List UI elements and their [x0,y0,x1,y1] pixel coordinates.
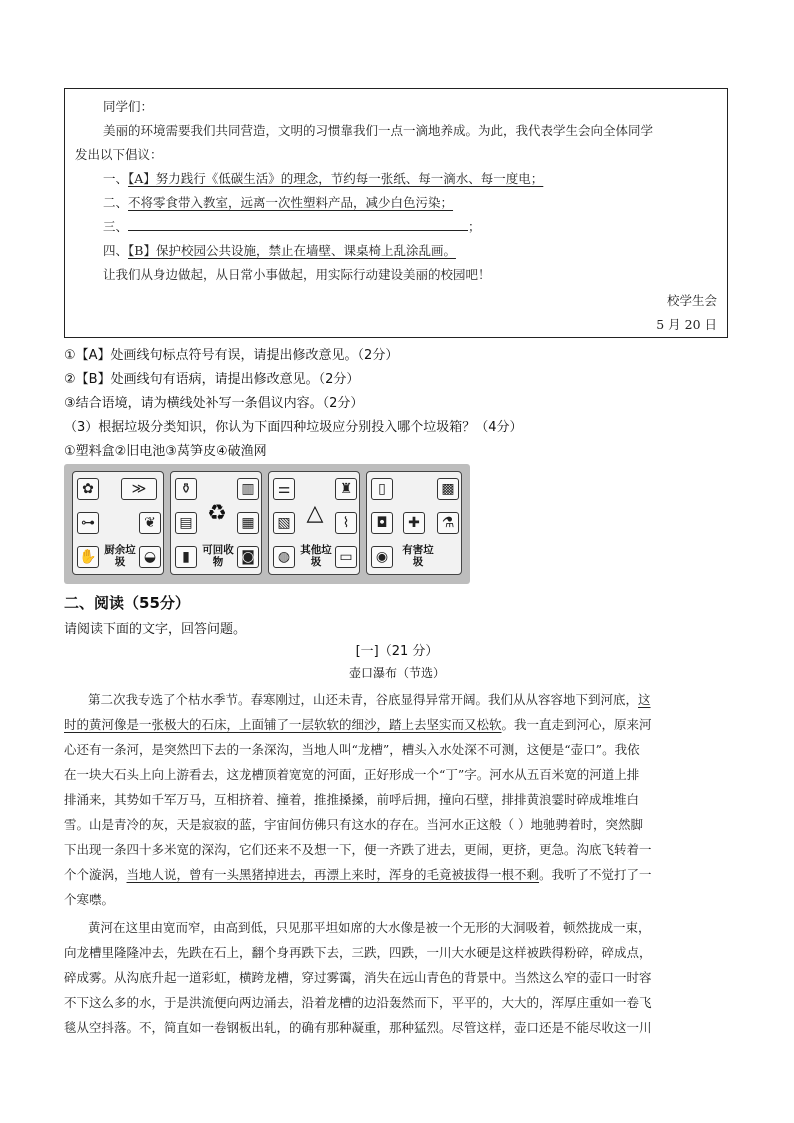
paint-bucket-icon: ◘ [371,512,393,534]
bin-recyclable-label: 可回收物 [202,544,234,568]
para1-line3: 心还有一条河，是突然凹下去的一条深沟，当地人叫“龙槽”，槽头入水处深不可测，这便是“壶口”。我依 [64,742,640,757]
para2-line5: 毯从空抖落。不，简直如一卷钢板出轧，的确有那种凝重，那种猛烈。尽管这样，壶口还是不能尽收这一川 [64,1020,652,1035]
cigarette-icon: ⚌ [273,478,295,500]
glass-icon: ◙ [237,546,259,568]
bin-recyclable [170,471,262,575]
para1-line8-underlined: 当地人说，曾有一头黑猪掉进去，再漂上来时，浑身的毛竟被拔得一根不剩 [126,867,540,882]
section-heading: 二、阅读（55分） [64,594,190,612]
tissue-icon: ▭ [335,546,357,568]
notice-item-3-end: ； [468,219,481,234]
lamp-icon: ◉ [371,546,393,568]
triangle-symbol-icon: △ [306,501,324,526]
notice-item-1-text: 【A】努力践行《低碳生活》的理念，节约每一张纸、每一滴水、每一度电； [128,171,544,186]
para1-line2 [64,715,652,733]
question-1: ①【A】处画线句标点符号有误，请提出修改意见。（2分） [64,348,399,363]
coat-icon: ♜ [335,478,357,500]
question-4-items: ①塑料盒②旧电池③莴笋皮④破渔网 [64,444,267,459]
notice-item-4-prefix: 四、 [103,243,129,258]
para1-line1 [88,690,651,708]
diaper-icon: ◍ [273,546,295,568]
para1-line1-underlined: 这 [638,692,651,707]
notice-greeting: 同学们： [103,99,154,114]
notice-item-2 [103,193,453,211]
notice-item-1-prefix: 一、 [103,171,129,186]
glove-icon: ✋ [77,546,99,568]
bottle-small-icon: ▮ [175,546,197,568]
battery-icon: ▯ [371,478,393,500]
metal-can-icon: ▥ [237,478,259,500]
para2-line4: 不下这么多的水，于是洪流便向两边涌去，沿着龙槽的边沿轰然而下，平平的，大大的，浑厚庄重如一卷飞 [64,995,652,1010]
para1-line7: 下出现一条四十多米宽的深沟，它们还来不及想一下，便一齐跌了进去，更闹，更挤，更急。沟底飞转着一 [64,842,652,857]
notice-item-3-prefix: 三、 [103,219,129,234]
recycle-icon: ♻ [207,501,227,526]
para2-line1: 黄河在这里由宽而窄，由高到低，只见那平坦如席的大水像是被一个无形的大洞吸着，顿然拢成一束， [88,920,651,935]
paper-bag-icon: ▤ [175,512,197,534]
question-4: （3）根据垃圾分类知识，你认为下面四种垃圾应分别投入哪个垃圾箱？（4分） [64,420,523,435]
leaf-icon: ❦ [139,512,161,534]
brick-icon: ▧ [273,512,295,534]
para1-line8-text-a: 个个漩涡， [64,867,127,882]
bone-icon: ⊶ [77,512,99,534]
para2-line3: 碎成雾。从沟底升起一道彩虹，横跨龙槽，穿过雾霭，消失在远山青色的背景中。当然这么窄的壶口一时容 [64,970,652,985]
passage-title: 壶口瀑布（节选） [348,666,445,680]
para1-line6: 雪。山是青冷的灰，天是寂寂的蓝，宇宙间仿佛只有这水的存在。当河水正这般（ ）地驰骋着时，突然脚 [64,817,643,832]
toothbrush-icon: ⌇ [335,512,357,534]
bin-kitchen-waste [72,471,164,575]
fish-bone-icon: ≫ [121,478,157,500]
spray-icon: ⚗ [437,512,459,534]
notice-item-4-text: 【B】保护校园公共设施，禁止在墙壁、课桌椅上乱涂乱画。 [128,243,456,258]
bin-kitchen-waste-label: 厨余垃圾 [104,544,136,568]
fill-in-blank-line [128,218,468,231]
notice-item-1 [103,169,543,187]
notice-signer: 校学生会 [666,293,717,308]
potted-plant-icon: ✿ [77,478,99,500]
para1-line2-text: 。我一直走到河心，原来河 [501,717,652,732]
notice-intro-line2: 发出以下倡议： [75,147,163,162]
bin-other-waste [268,471,360,575]
para1-line1-text: 第二次我专选了个枯水季节。春寒刚过，山还未青，谷底显得异常开阔。我们从从容容地下到河底， [88,692,639,707]
para2-line2: 向龙槽里隆隆冲去，先跌在石上，翻个身再跌下去，三跌，四跌，一川大水硬是这样被跌得粉碎，碎成点， [64,945,652,960]
notice-item-3 [103,217,481,235]
notice-intro-line1: 美丽的环境需要我们共同营造，文明的习惯靠我们一点一滴地养成。为此，我代表学生会向全体同学 [103,123,654,138]
notice-item-4 [103,241,456,259]
question-2: ②【B】处画线句有语病，请提出修改意见。（2分） [64,372,360,387]
question-3: ③结合语境，请为横线处补写一条倡议内容。（2分） [64,396,364,411]
notice-date: 5 月 20 日 [656,317,717,332]
para1-line5: 排涌来，其势如千军万马，互相挤着、撞着，推推搡搡，前呼后拥，撞向石壁，排排黄浪霎时碎成堆堆白 [64,792,640,807]
notice-item-2-prefix: 二、 [103,195,129,210]
phone-icon: ▩ [437,478,459,500]
para1-line8-text-b: 。我听了不觉打了一 [539,867,652,882]
para1-line4: 在一块大石头上向上游看去，这龙槽顶着宽宽的河面，正好形成一个“丁”字。河水从五百米宽的河道上排 [64,767,640,782]
notice-item-2-text: 不将零食带入教室，远离一次性塑料产品，减少白色污染； [128,195,454,210]
part-label: [一]（21 分） [355,644,439,659]
medicine-icon: ✚ [403,512,425,534]
para1-line8 [64,865,652,883]
proposal-notice-box [64,88,728,338]
box-icon: ▦ [237,512,259,534]
garbage-bins-image [64,464,470,584]
bin-hazardous-waste-label: 有害垃圾 [402,544,434,568]
section-instruction: 请阅读下面的文字，回答问题。 [64,622,247,637]
para1-line9: 个寒噤。 [64,892,115,907]
notice-closing: 让我们从身边做起，从日常小事做起，用实际行动建设美丽的校园吧！ [103,267,491,282]
bin-other-waste-label: 其他垃圾 [300,544,332,568]
bottle-icon: ⚱ [175,478,197,500]
food-bowl-icon: ◒ [139,546,161,568]
bin-hazardous-waste [366,471,462,575]
para1-line2-underlined: 时的黄河像是一张极大的石床，上面铺了一层软软的细沙，踏上去坚实而又松软 [64,717,502,732]
